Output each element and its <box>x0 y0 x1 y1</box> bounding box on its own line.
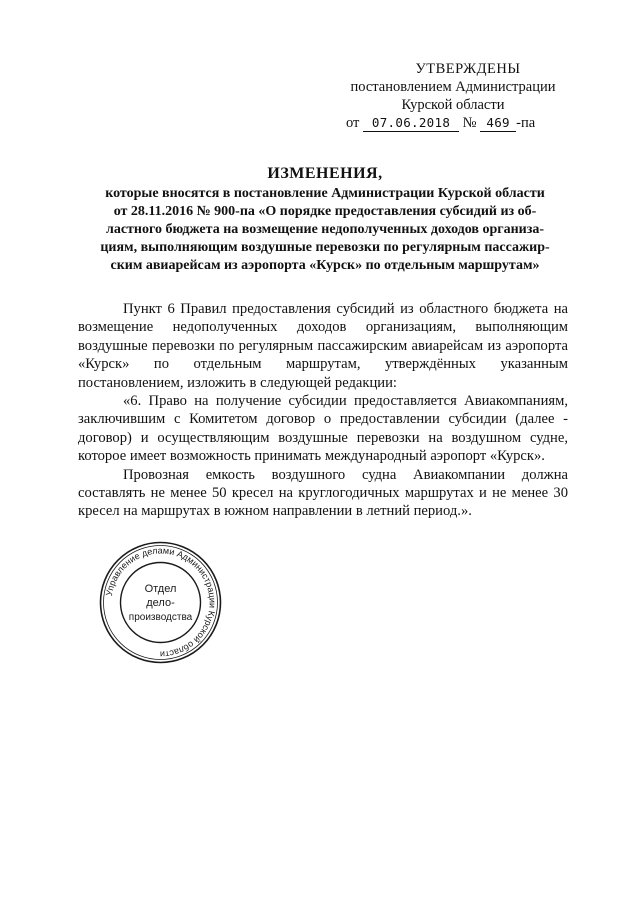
seal-center-line: производства <box>128 612 193 623</box>
seal-center-line: дело- <box>146 597 175 609</box>
date-prefix: от <box>346 115 360 131</box>
approval-title: УТВЕРЖДЕНЫ <box>415 61 521 77</box>
heading-line: ластного бюджета на возмещение недополученных доходов организа- <box>105 222 545 237</box>
document-heading <box>70 165 580 275</box>
approval-issuer: постановлением Администрации <box>350 79 556 95</box>
approval-date: 07.06.2018 <box>363 115 459 132</box>
body-paragraph: «6. Право на получение субсидии предоставляется Авиакомпаниям, заключившим с Комитетом договор о предоставлении субсидии (далее - договор) и осуществляющим воздушные перевозки на воздушном судне, которое имеет возможность принимать международный аэропорт «Курск». <box>78 393 568 465</box>
approval-block <box>338 60 568 132</box>
approval-number: 469 <box>480 115 516 132</box>
office-seal <box>98 540 223 665</box>
document-body <box>78 300 568 521</box>
document-title: ИЗМЕНЕНИЯ, <box>267 165 383 182</box>
heading-line: циям, выполняющим воздушные перевозки по регулярным пассажир- <box>100 240 550 255</box>
seal-graphic <box>98 540 223 665</box>
seal-ring-text: Управление делами Администрации Курской области <box>103 545 218 660</box>
heading-line: ским авиарейсам из аэропорта «Курск» по отдельным маршрутам» <box>110 258 540 273</box>
body-paragraph: Провозная емкость воздушного судна Авиакомпании должна составлять не менее 50 кресел на круглогодичных маршрутах и не менее 30 кресел на маршрутах в южном направлении в летний период.». <box>78 466 568 520</box>
heading-line: от 28.11.2016 № 900-па «О порядке предоставления субсидий из об- <box>113 204 537 219</box>
approval-date-line <box>338 114 568 132</box>
seal-center-line: Отдел <box>144 583 177 595</box>
body-paragraph: Пункт 6 Правил предоставления субсидий из областного бюджета на возмещение недополученных доходов организациям, выполняющим воздушные перевозки по регулярным пассажирским авиарейсам из аэропорта «Курск» по отдельным маршрутам, утверждённых указанным постановлением, изложить в следующей редакции: <box>78 301 568 391</box>
heading-line: которые вносятся в постановление Администрации Курской области <box>105 186 545 201</box>
approval-region: Курской области <box>401 97 505 113</box>
number-sign: № <box>462 115 477 131</box>
number-suffix: -па <box>516 115 536 131</box>
